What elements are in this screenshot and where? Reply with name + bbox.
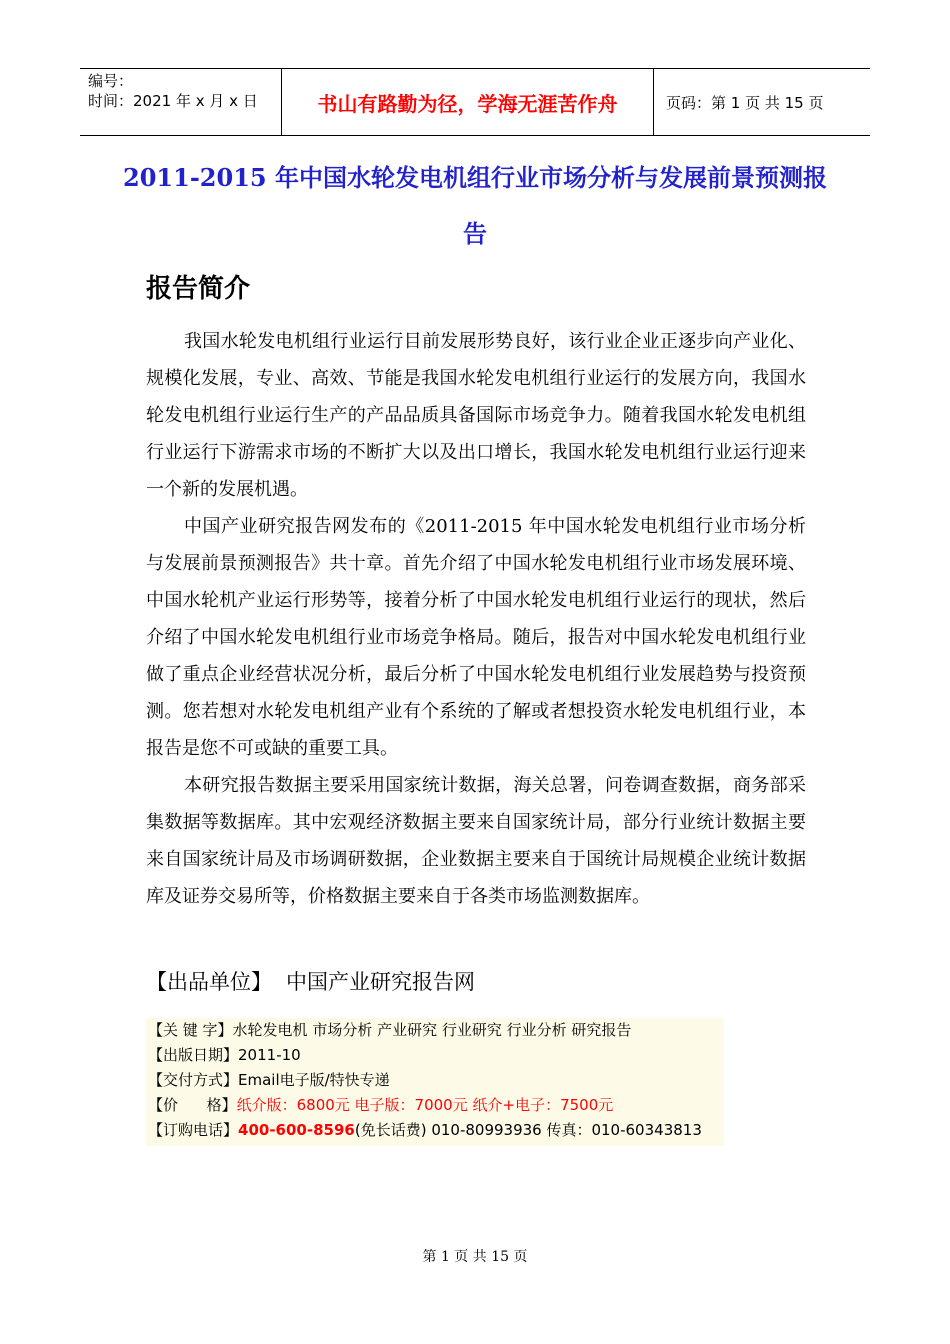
- keywords-value: 水轮发电机 市场分析 产业研究 行业研究 行业分析 研究报告: [232, 1021, 632, 1039]
- delivery-row: [146, 1068, 724, 1093]
- publish-date-value: 2011-10: [238, 1046, 301, 1064]
- phone-rest: (免长话费) 010-80993936 传真：010-60343813: [354, 1121, 702, 1139]
- delivery-label: 【交付方式】: [148, 1071, 239, 1089]
- header-motto: 书山有路勤为径，学海无涯苦作舟: [282, 69, 654, 135]
- intro-paragraph-1: 我国水轮发电机组行业运行目前发展形势良好，该行业企业正逐步向产业化、规模化发展，专业、高效、节能是我国水轮发电机组行业运行的发展方向，我国水轮发电机组行业运行生产的产品品质具备国际市场竞争力。随着我国水轮发电机组行业运行下游需求市场的不断扩大以及出口增长，我国水轮发电机组行业运行迎来一个新的发展机遇。: [146, 331, 806, 500]
- price-label: 【价 格】: [148, 1096, 237, 1114]
- publisher-label: 【出品单位】: [146, 970, 272, 994]
- keywords-label: 【关 键 字】: [148, 1021, 233, 1039]
- intro-paragraph-2: 中国产业研究报告网发布的《2011-2015 年中国水轮发电机组行业市场分析与发展前景预测报告》共十章。首先介绍了中国水轮发电机组行业市场发展环境、中国水轮机产业运行形势等，接着分析了中国水轮发电机组行业运行的现状，然后介绍了中国水轮发电机组行业市场竞争格局。随后，报告对中国水轮发电机组行业做了重点企业经营状况分析，最后分析了中国水轮发电机组行业发展趋势与投资预测。您若想对水轮发电机组产业有个系统的了解或者想投资水轮发电机组行业，本报告是您不可或缺的重要工具。: [146, 516, 806, 759]
- document-title-line2: 告: [463, 219, 487, 248]
- phone-hotline[interactable]: 400-600-8596: [238, 1121, 355, 1139]
- header-meta: [80, 69, 282, 135]
- page-footer: 第 1 页 共 15 页: [422, 1249, 528, 1265]
- phone-label: 【订购电话】: [148, 1121, 239, 1139]
- price-value: 纸介版：6800元 电子版：7000元 纸介+电子：7500元: [236, 1096, 614, 1114]
- publisher-line: [146, 966, 475, 996]
- publisher-value: 中国产业研究报告网: [286, 970, 475, 994]
- intro-paragraph-3: 本研究报告数据主要采用国家统计数据，海关总署，问卷调查数据，商务部采集数据等数据库。其中宏观经济数据主要来自国家统计局，部分行业统计数据主要来自国家统计局及市场调研数据，企业数据主要来自于国统计局规模企业统计数据库及证券交易所等，价格数据主要来自于各类市场监测数据库。: [146, 775, 806, 907]
- publish-date-label: 【出版日期】: [148, 1046, 239, 1064]
- order-info-box: [146, 1018, 724, 1146]
- section-heading: 报告简介: [146, 274, 251, 304]
- delivery-value: Email电子版/特快专递: [238, 1071, 390, 1089]
- number-label: 编号：: [88, 72, 134, 90]
- document-title-line1: 2011-2015 年中国水轮发电机组行业市场分析与发展前景预测报: [123, 163, 827, 192]
- time-label: 时间：2021 年 x 月 x 日: [88, 92, 258, 110]
- phone-row: [146, 1118, 724, 1143]
- publish-date-row: [146, 1043, 724, 1068]
- header-page-info: 页码：第 1 页 共 15 页: [666, 93, 824, 112]
- price-row: [146, 1093, 724, 1118]
- header-table: [80, 68, 870, 136]
- keywords-row: [146, 1018, 724, 1043]
